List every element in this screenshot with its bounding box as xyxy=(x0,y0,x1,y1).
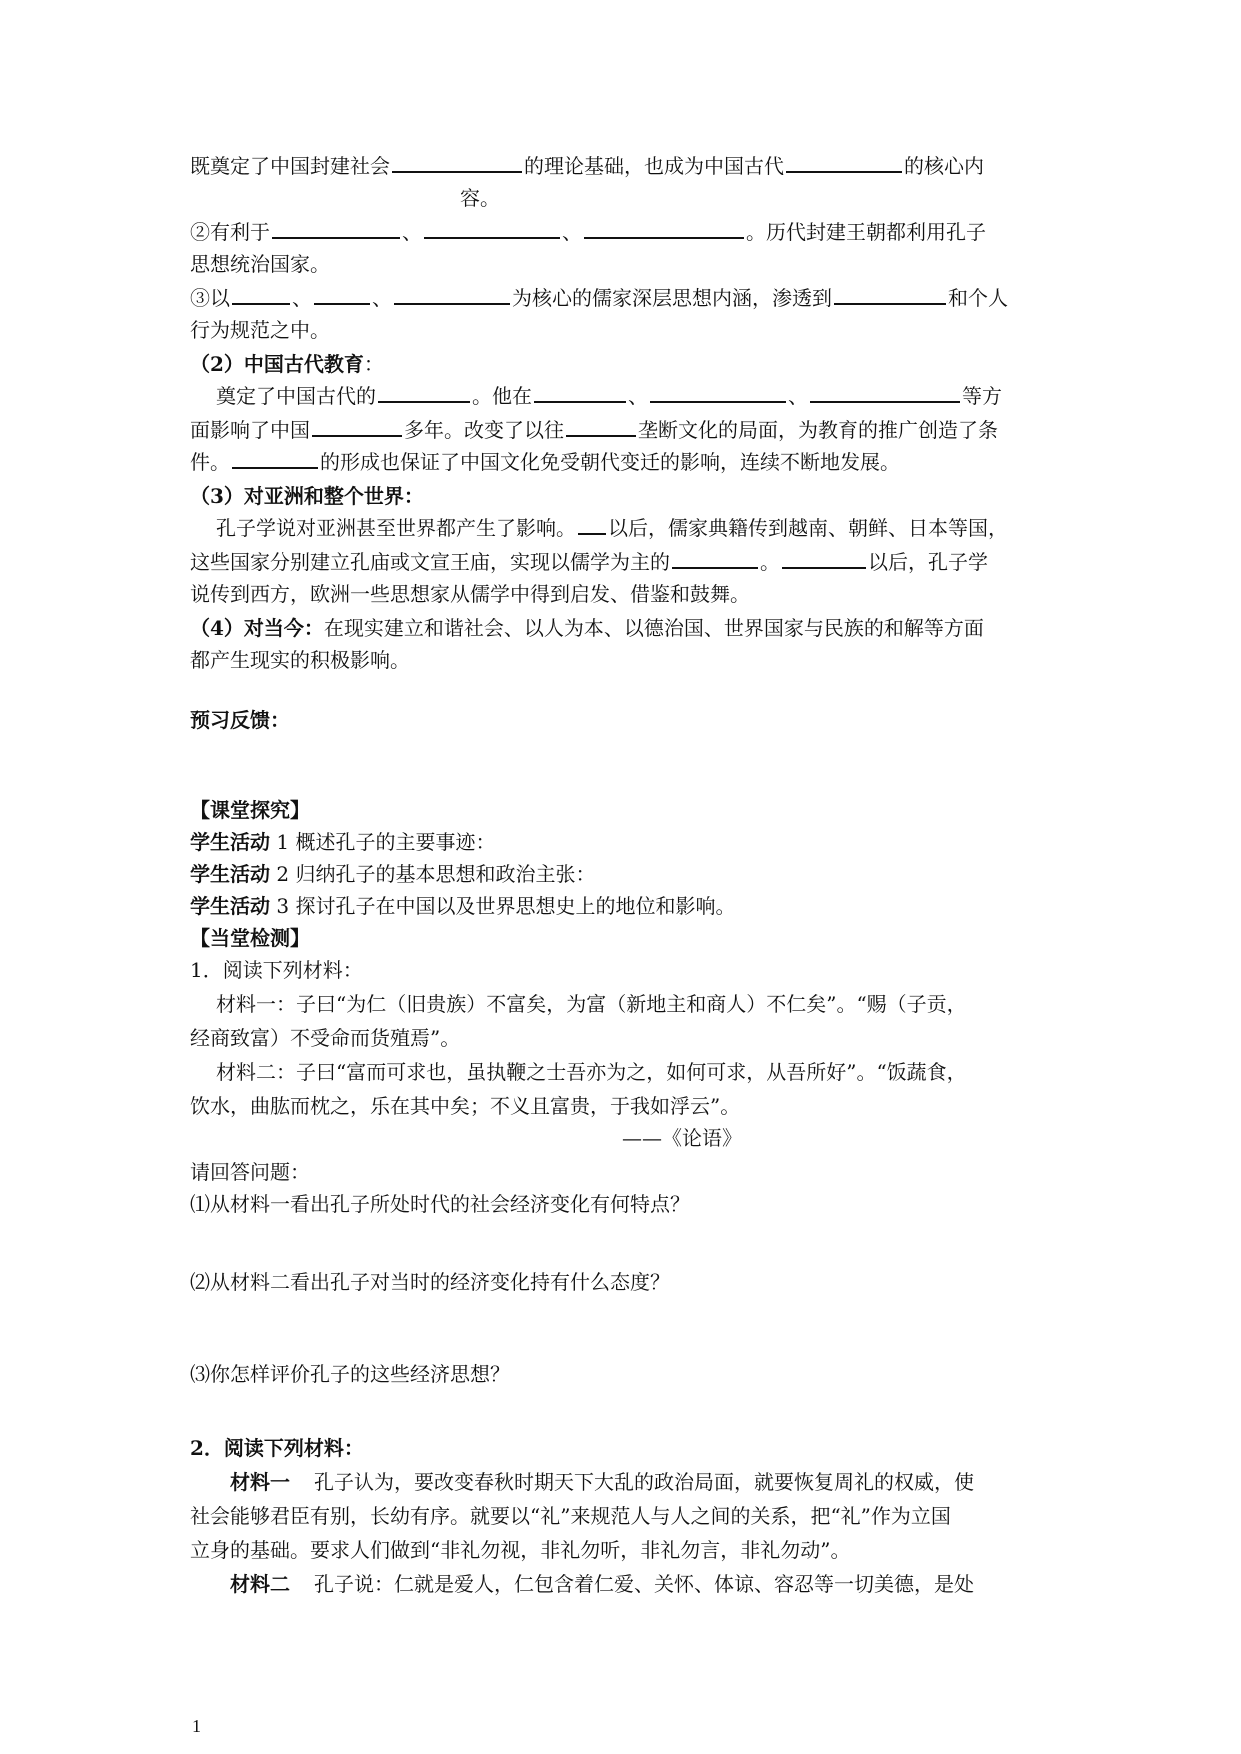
text: 的核心内 xyxy=(904,154,984,178)
text: 、 xyxy=(788,384,808,408)
text: 孔子学说对亚洲甚至世界都产生了影响。 xyxy=(216,516,576,540)
text: 容。 xyxy=(460,186,500,210)
fill-blank[interactable] xyxy=(782,547,866,569)
text-line xyxy=(190,644,1070,676)
text: 面影响了中国 xyxy=(190,418,310,442)
fill-blank[interactable] xyxy=(650,381,786,403)
text: 多年。改变了以往 xyxy=(404,418,564,442)
text: 思想统治国家。 xyxy=(190,252,330,276)
text-line xyxy=(216,380,1096,412)
page-number: 1 xyxy=(192,1716,201,1736)
material-text: 立身的基础。要求人们做到“非礼勿视，非礼勿听，非礼勿言，非礼勿动”。 xyxy=(190,1538,851,1562)
text: 、 xyxy=(628,384,648,408)
text: 在现实建立和谐社会、以人为本、以德治国、世界国家与民族的和解等方面 xyxy=(323,616,984,640)
activity-label: 学生活动 xyxy=(190,862,270,886)
activity-text: 概述孔子的主要事迹： xyxy=(295,830,496,854)
material-text: 饮水，曲肱而枕之，乐在其中矣；不义且富贵，于我如浮云”。 xyxy=(190,1094,741,1118)
fill-blank[interactable] xyxy=(786,151,902,173)
fill-blank[interactable] xyxy=(232,283,290,305)
fill-blank[interactable] xyxy=(232,447,318,469)
section-heading xyxy=(190,348,1070,380)
text: 以后，儒家典籍传到越南、朝鲜、日本等国， xyxy=(608,516,1008,540)
activity-2 xyxy=(190,858,1070,890)
fill-blank[interactable] xyxy=(314,283,370,305)
text: 和个人 xyxy=(948,286,1008,310)
text-line xyxy=(190,414,1070,446)
text: 这些国家分别建立孔庙或文宣王庙，实现以儒学为主的 xyxy=(190,550,670,574)
fill-blank[interactable] xyxy=(578,513,606,535)
material-text xyxy=(230,1466,1110,1498)
text: 件。 xyxy=(190,450,230,474)
fill-blank[interactable] xyxy=(534,381,626,403)
text: 奠定了中国古代的 xyxy=(216,384,376,408)
activity-number: 1 xyxy=(270,830,296,854)
text: ②有利于 xyxy=(190,220,270,244)
activity-text: 归纳孔子的基本思想和政治主张： xyxy=(295,862,596,886)
fill-blank[interactable] xyxy=(272,217,400,239)
prompt-text: 请回答问题： xyxy=(190,1160,310,1184)
fill-blank[interactable] xyxy=(566,415,636,437)
text: ③以 xyxy=(190,286,230,310)
material-text xyxy=(230,1568,1110,1600)
material-label: 材料一 xyxy=(230,1470,290,1494)
source-citation: ——《论语》 xyxy=(622,1126,742,1150)
question-2-title: 2．阅读下列材料： xyxy=(190,1436,364,1460)
activity-label: 学生活动 xyxy=(190,830,270,854)
text-line xyxy=(216,512,1096,544)
activity-number: 3 xyxy=(270,894,296,918)
activity-text: 探讨孔子在中国以及世界思想史上的地位和影响。 xyxy=(295,894,736,918)
heading-text: （3）对亚洲和整个世界： xyxy=(190,484,424,508)
sub-question: ⑵从材料二看出孔子对当时的经济变化持有什么态度？ xyxy=(190,1270,670,1294)
fill-blank[interactable] xyxy=(672,547,758,569)
text: 。他在 xyxy=(472,384,532,408)
text: 、 xyxy=(292,286,312,310)
text-line xyxy=(190,248,1070,280)
text-line xyxy=(190,150,1070,182)
material-text: 材料一：子曰“为仁（旧贵族）不富矣，为富（新地主和商人）不仁矣”。“赐（子贡， xyxy=(216,992,967,1016)
text: 垄断文化的局面，为教育的推广创造了条 xyxy=(638,418,998,442)
text: 孔子认为，要改变春秋时期天下大乱的政治局面，就要恢复周礼的权威，使 xyxy=(314,1470,974,1494)
activity-3 xyxy=(190,890,1070,922)
text-line xyxy=(190,612,1070,644)
text: 、 xyxy=(562,220,582,244)
material-label: 材料二 xyxy=(230,1572,290,1596)
text: 孔子说：仁就是爱人，仁包含着仁爱、关怀、体谅、容忍等一切美德，是处 xyxy=(314,1572,974,1596)
text-line xyxy=(190,314,1070,346)
section-heading xyxy=(190,480,1070,512)
text: 既奠定了中国封建社会 xyxy=(190,154,390,178)
feedback-heading: 预习反馈： xyxy=(190,708,290,732)
fill-blank[interactable] xyxy=(424,217,560,239)
text-line xyxy=(190,578,1070,610)
explore-heading: 【课堂探究】 xyxy=(190,798,310,822)
fill-blank[interactable] xyxy=(378,381,470,403)
text: 、 xyxy=(402,220,422,244)
fill-blank[interactable] xyxy=(394,283,510,305)
question-1-title: 1．阅读下列材料： xyxy=(190,958,363,982)
text: 为核心的儒家深层思想内涵，渗透到 xyxy=(512,286,832,310)
text: 的形成也保证了中国文化免受朝代变迁的影响，连续不断地发展。 xyxy=(320,450,900,474)
activity-label: 学生活动 xyxy=(190,894,270,918)
fill-blank[interactable] xyxy=(834,283,946,305)
test-heading: 【当堂检测】 xyxy=(190,926,310,950)
text: 。 xyxy=(760,550,780,574)
text: 、 xyxy=(372,286,392,310)
text: ： xyxy=(363,352,384,376)
material-text: 材料二：子曰“富而可求也，虽执鞭之士吾亦为之，如何可求，从吾所好”。“饭蔬食， xyxy=(216,1060,967,1084)
text: 以后，孔子学 xyxy=(868,550,988,574)
fill-blank[interactable] xyxy=(392,151,522,173)
activity-1 xyxy=(190,826,1070,858)
fill-blank[interactable] xyxy=(312,415,402,437)
heading-text: （4）对当今： xyxy=(190,616,324,640)
text-line xyxy=(190,546,1070,578)
text-line xyxy=(190,446,1070,478)
text-line xyxy=(190,282,1070,314)
text-line xyxy=(460,182,660,214)
text: 的理论基础，也成为中国古代 xyxy=(524,154,784,178)
sub-question: ⑶你怎样评价孔子的这些经济思想？ xyxy=(190,1362,510,1386)
material-text: 社会能够君臣有别，长幼有序。就要以“礼”来规范人与人之间的关系，把“礼”作为立国 xyxy=(190,1504,951,1528)
heading-text: （2）中国古代教育 xyxy=(190,352,364,376)
text: 行为规范之中。 xyxy=(190,318,330,342)
fill-blank[interactable] xyxy=(810,381,960,403)
text: 都产生现实的积极影响。 xyxy=(190,648,410,672)
sub-question: ⑴从材料一看出孔子所处时代的社会经济变化有何特点？ xyxy=(190,1192,690,1216)
text-line xyxy=(190,216,1070,248)
text: 。历代封建王朝都利用孔子 xyxy=(746,220,986,244)
text: 说传到西方，欧洲一些思想家从儒学中得到启发、借鉴和鼓舞。 xyxy=(190,582,750,606)
text: 等方 xyxy=(962,384,1002,408)
activity-number: 2 xyxy=(270,862,296,886)
fill-blank[interactable] xyxy=(584,217,744,239)
material-text: 经商致富）不受命而货殖焉”。 xyxy=(190,1026,461,1050)
